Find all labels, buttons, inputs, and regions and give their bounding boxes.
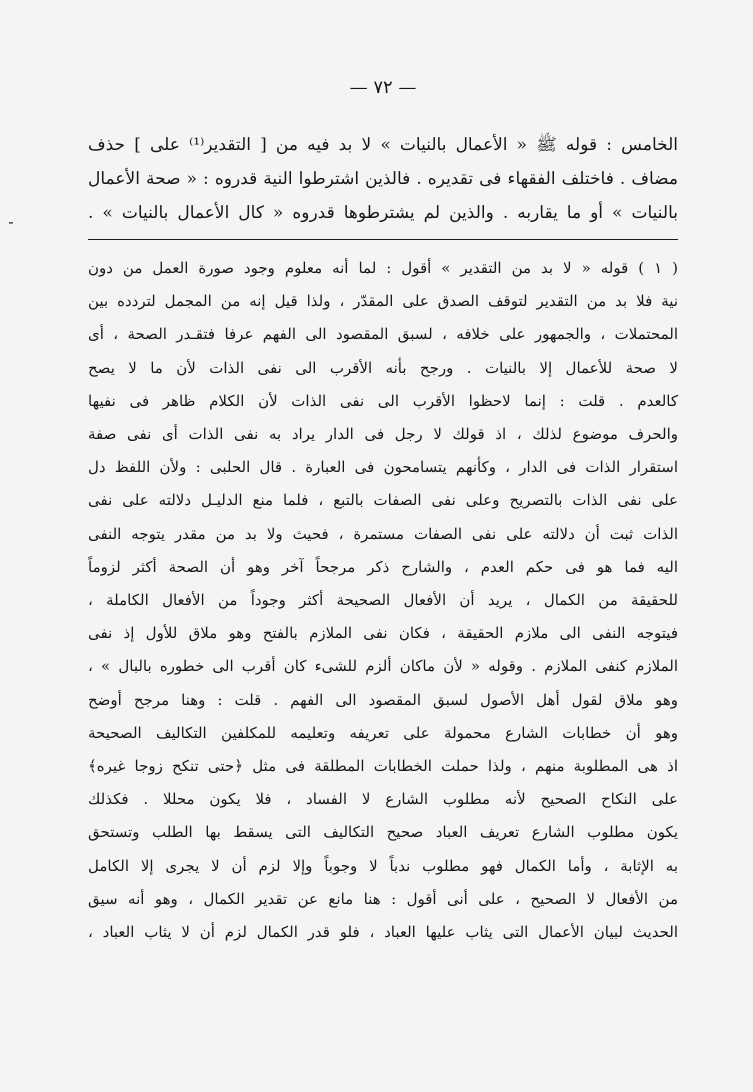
footnote-line: اذ هى المطلوبة منهم ، ولذا حملت الخطابات المطلقة فى مثل ﴿حتى تنكح زوجا غيره﴾ (88, 757, 678, 776)
margin-mark: - (8, 212, 14, 231)
footnote-line: والحرف موضوع لذلك ، اذ قولك لا رجل فى الدار يراد به نفى الذات أى نفى صفة (88, 425, 678, 444)
footnote-line: من الأفعال لا الصحيح ، على أنى أقول : هنا مانع عن تقدير الكمال ، وهو أنه سيق (88, 889, 678, 908)
footnote-line: على النكاح الصحيح لأنه مطلوب الشارع لا الفساد ، فلا يكون محللا . فكذلك (88, 790, 678, 809)
page-number: — ٧٢ — (349, 77, 417, 98)
footnote-divider (88, 239, 678, 240)
footnote-line: الملازم كنفى الملازم . وقوله « لأن ماكان ألزم للشىء كان أقرب الى خطوره بالبال » ، (88, 657, 678, 676)
footnote-line: نية فلا بد من التقدير لتوقف الصدق على المقدّر ، ولذا قيل إنه من المجمل لتردده بين (88, 292, 678, 311)
main-text (88, 128, 678, 230)
main-text-line: مضاف . فاختلف الفقهاء فى تقديره . فالذين اشترطوا النية قدروه : « صحة الأعمال (88, 169, 678, 189)
footnote-line: اليه فما هو فى حكم العدم ، والشارح ذكر مرجحاً آخر وهو أن الصحة أكثر لزوماً (88, 557, 678, 576)
footnote-line: كالعدم . قلت : إنما لاحظوا الأقرب الى نفى الذات لأن الكلام ظاهر فى نفيها (88, 391, 678, 410)
document-page (8, 0, 679, 1092)
main-text-line: الخامس : قوله ﷺ « الأعمال بالنيات » لا بد فيه من [ التقدير⁽¹⁾ على ] حذف (88, 135, 679, 155)
footnote-line: وهو أن خطابات الشارع محمولة على تعريفه وتعليمه للمكلفين التكاليف الصحيحة (88, 723, 678, 742)
footnote-line: فيتوجه النفى الى ملازم الحقيقة ، فكان نفى الملازم بالفتح وهو ملاق للأول إذ نفى (88, 624, 678, 643)
main-text-line: بالنيات » أو ما يقاربه . والذين لم يشترطوها قدروه « كال الأعمال بالنيات » . (88, 203, 678, 223)
footnote-line: يكون مطلوب الشارع تعريف العباد صحيح التكاليف التى يسقط بها الطلب وتستحق (88, 823, 678, 842)
footnote-line: لا صحة للأعمال إلا بالنيات . ورجح بأنه الأقرب الى نفى الذات لأن ما لا يصح (88, 358, 678, 377)
footnote-line: المحتملات ، والجمهور على خلافه ، لسبق المقصود الى الفهم عرفا فتقـدر الصحة ، أى (88, 325, 678, 344)
footnote-line: للحقيقة من الكمال ، يريد أن الأفعال الصحيحة أكثر وجوداً من الأفعال الكاملة ، (88, 591, 678, 610)
footnote-line: ( ١ ) قوله « لا بد من التقدير » أقول : لما أنه معلوم وجود صورة العمل من دون (88, 259, 678, 277)
footnote-line: الحديث لبيان الأعمال التى يثاب عليها العباد ، فلو قدر الكمال لزم أن لا يثاب العباد ، (88, 923, 678, 942)
footnote-line: به الإثابة ، وأما الكمال فهو مطلوب ندباً لا وجوباً وإلا لزم أن لا يجرى إلا الكامل (88, 856, 678, 875)
footnote-line: على نفى الذات بالتصريح وعلى نفى الصفات بالتبع ، فلما منع الدليـل دلالته على نفى (88, 491, 678, 510)
footnote-line: الذات ثبت أن دلالته على نفى الصفات مستمرة ، فحيث ولا بد من مقدر يتوجه النفى (88, 524, 678, 543)
footnote-line: وهو ملاق لقول أهل الأصول لسبق المقصود الى الفهم . قلت : وهنا مرجح أوضح (88, 690, 678, 709)
footnote-line: استقرار الذات فى الدار ، وكأنهم يتسامحون فى العبارة . قال الحلبى : ولأن اللفظ دل (88, 458, 678, 477)
footnote (88, 252, 678, 949)
